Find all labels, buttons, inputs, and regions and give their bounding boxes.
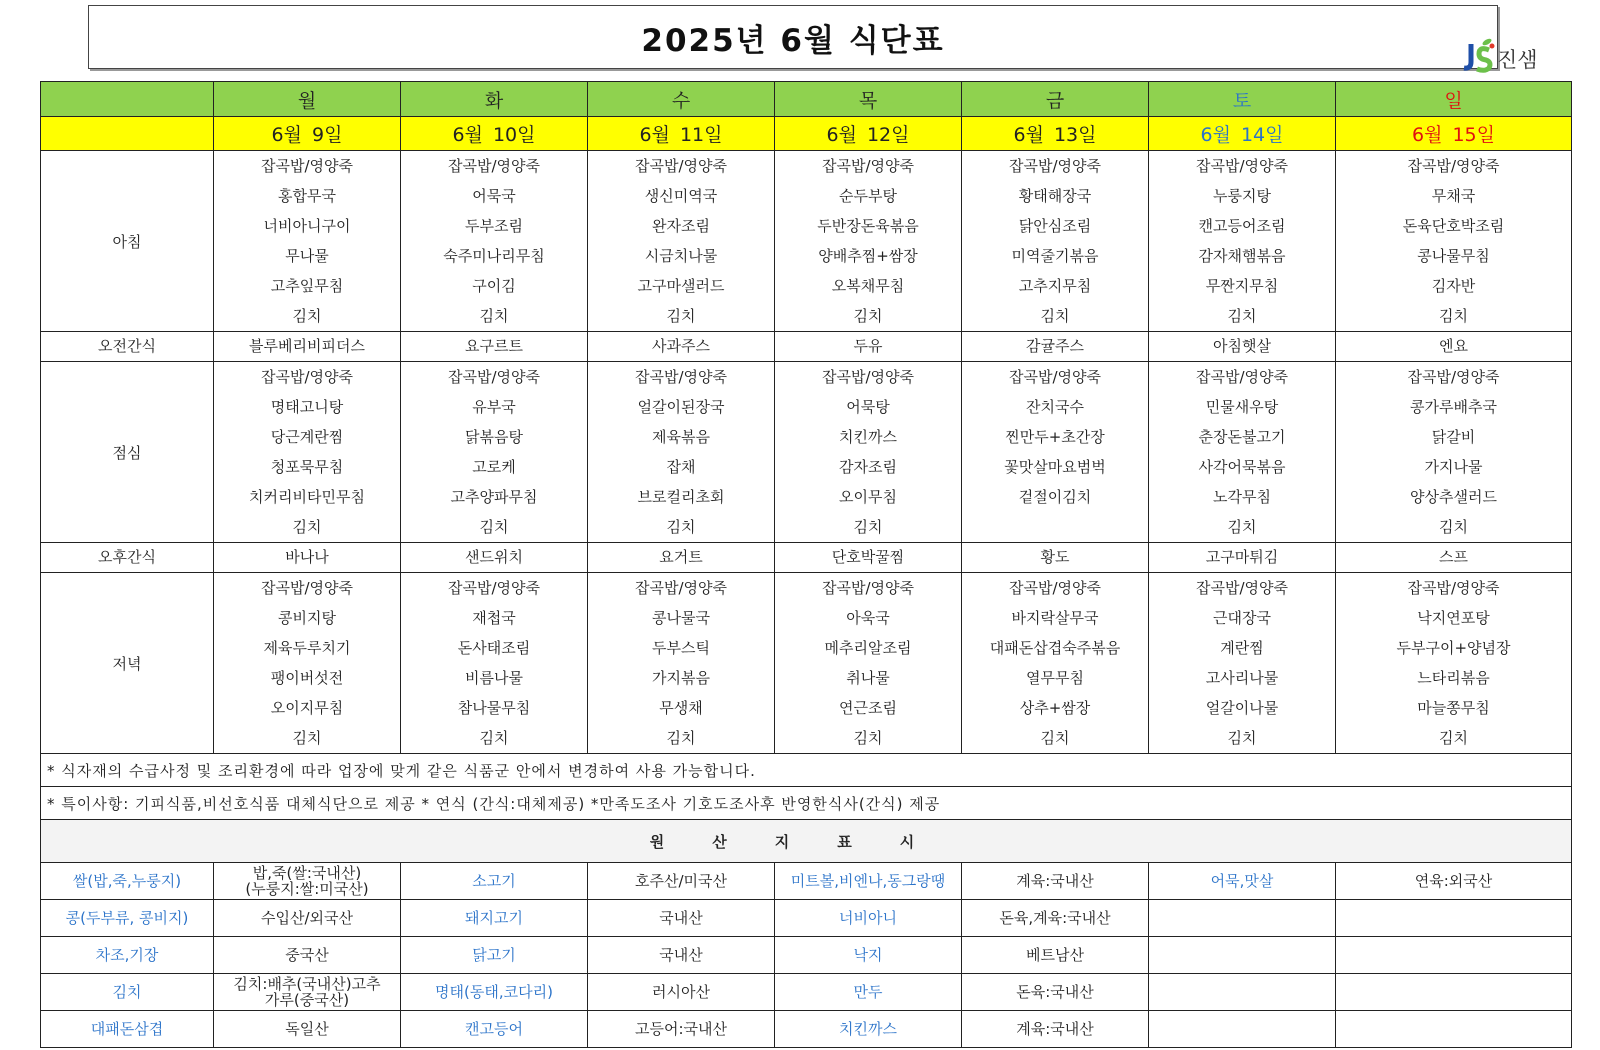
title-box <box>88 5 1498 69</box>
snack-item: 사과주스 <box>588 332 775 362</box>
menu-item: 잡곡밥/영양죽 <box>1407 157 1500 175</box>
origin-food: 너비아니 <box>775 900 962 937</box>
origin-country: 고등어:국내산 <box>588 1011 775 1048</box>
menu-item: 누룽지탕 <box>1213 187 1271 205</box>
menu-item: 잡곡밥/영양죽 <box>1009 157 1101 175</box>
menu-item: 팽이버섯전 <box>270 669 344 687</box>
snack-item: 요구르트 <box>401 332 588 362</box>
menu-item: 콩가루배추국 <box>1410 398 1497 416</box>
meal-cell <box>962 151 1149 332</box>
menu-table <box>40 81 1572 1048</box>
day-name-3: 수 <box>588 82 775 117</box>
menu-item: 얼갈이된장국 <box>637 398 725 416</box>
date-month: 6월 <box>1412 124 1443 146</box>
origin-country: 베트남산 <box>962 937 1149 974</box>
menu-item: 비름나물 <box>465 669 523 687</box>
meal-cell <box>1149 151 1336 332</box>
menu-item: 고추잎무침 <box>270 277 344 295</box>
menu-item: 무짠지무침 <box>1205 277 1279 295</box>
snack-item: 아침햇살 <box>1149 332 1336 362</box>
snack-item: 단호박꿀찜 <box>775 543 962 573</box>
menu-item: 김치 <box>1439 729 1468 747</box>
menu-item: 양상추샐러드 <box>1410 488 1497 506</box>
day-name-5: 금 <box>962 82 1149 117</box>
date-day: 15일 <box>1452 124 1495 146</box>
snack-item: 블루베리비피더스 <box>214 332 401 362</box>
menu-item: 김치 <box>1040 307 1070 325</box>
menu-item: 취나물 <box>846 669 890 687</box>
meal-cell <box>214 573 401 754</box>
date-month: 6월 <box>452 124 483 146</box>
page-title: 2025년 6월 식단표 <box>641 22 945 59</box>
menu-item: 청포묵무침 <box>270 458 344 476</box>
origin-row <box>41 937 1572 974</box>
day-header-row <box>41 82 1572 117</box>
menu-item: 잡곡밥/영양죽 <box>1009 368 1101 386</box>
logo-text: 진샘 <box>1497 48 1538 72</box>
menu-item: 콩나물국 <box>652 609 710 627</box>
date-day: 9일 <box>312 124 343 146</box>
menu-item: 김치 <box>666 729 696 747</box>
menu-item: 잡곡밥/영양죽 <box>822 579 914 597</box>
menu-item: 마늘쫑무침 <box>1417 699 1490 717</box>
meal-cell <box>1336 151 1572 332</box>
date-day: 11일 <box>679 124 723 146</box>
menu-item: 얼갈이나물 <box>1205 699 1279 717</box>
meal-label-breakfast: 아침 <box>41 151 214 332</box>
snack-label-pm_snack: 오후간식 <box>41 543 214 573</box>
origin-country: 계육:국내산 <box>962 863 1149 900</box>
date-row <box>41 117 1572 151</box>
menu-item: 김치 <box>853 729 883 747</box>
menu-item: 오이무침 <box>839 488 897 506</box>
menu-item: 사각어묵볶음 <box>1198 458 1286 476</box>
menu-item: 잡곡밥/영양죽 <box>635 157 727 175</box>
origin-row <box>41 1011 1572 1048</box>
origin-food: 미트볼,비엔나,동그랑땡 <box>775 863 962 900</box>
date-day: 10일 <box>492 124 536 146</box>
js-logo-icon <box>1457 36 1497 76</box>
menu-item: 계란찜 <box>1220 639 1264 657</box>
menu-item: 아욱국 <box>846 609 890 627</box>
snack-item: 바나나 <box>214 543 401 573</box>
menu-item: 김치 <box>479 729 509 747</box>
menu-item: 무채국 <box>1431 187 1476 205</box>
menu-item: 양배추찜+쌈장 <box>818 247 918 265</box>
menu-item: 오이지무침 <box>270 699 344 717</box>
origin-country: 중국산 <box>214 937 401 974</box>
date-month: 6월 <box>271 124 302 146</box>
origin-food: 만두 <box>775 974 962 1011</box>
meal-row-lunch <box>41 362 1572 543</box>
origin-country <box>1336 1011 1572 1048</box>
origin-food: 돼지고기 <box>401 900 588 937</box>
meal-cell <box>588 362 775 543</box>
origin-country: 국내산 <box>588 900 775 937</box>
menu-item: 꽃맛살마요범벅 <box>1004 458 1106 476</box>
menu-item: 김치 <box>853 518 883 536</box>
menu-item: 김치 <box>853 307 883 325</box>
meal-cell <box>214 362 401 543</box>
menu-item: 돈사태조림 <box>457 639 531 657</box>
note-2: * 특이사항: 기피식품,비선호식품 대체식단으로 제공 * 연식 (간식:대체제공) *만족도조사 기호도조사후 반영한식사(간식) 제공 <box>41 787 1572 820</box>
day-name-6: 토 <box>1149 82 1336 117</box>
date-month: 6월 <box>826 124 857 146</box>
menu-item: 상추+쌈장 <box>1019 699 1091 717</box>
menu-item: 근대장국 <box>1213 609 1271 627</box>
date-cell-6 <box>1149 117 1336 151</box>
origin-food: 김치 <box>41 974 214 1011</box>
menu-item: 겉절이김치 <box>1018 488 1092 506</box>
snack-item: 감귤주스 <box>962 332 1149 362</box>
meal-cell <box>401 573 588 754</box>
origin-food: 차조,기장 <box>41 937 214 974</box>
menu-item: 고추지무침 <box>1018 277 1092 295</box>
origin-food: 소고기 <box>401 863 588 900</box>
menu-item: 바지락살무국 <box>1011 609 1099 627</box>
menu-item: 고로케 <box>472 458 516 476</box>
menu-item: 잡채 <box>666 458 696 476</box>
menu-item: 황태해장국 <box>1018 187 1092 205</box>
menu-item: 치커리비타민무침 <box>249 488 365 506</box>
origin-food: 콩(두부류, 콩비지) <box>41 900 214 937</box>
note-row <box>41 754 1572 787</box>
meal-cell <box>1149 362 1336 543</box>
menu-item: 치킨까스 <box>839 428 897 446</box>
menu-item: 고사리나물 <box>1205 669 1279 687</box>
meal-cell <box>588 151 775 332</box>
menu-item: 김치 <box>479 307 509 325</box>
date-month: 6월 <box>1013 124 1044 146</box>
menu-item: 김치 <box>666 307 696 325</box>
menu-item: 춘장돈불고기 <box>1198 428 1286 446</box>
menu-item: 잡곡밥/영양죽 <box>448 368 540 386</box>
origin-food: 낙지 <box>775 937 962 974</box>
menu-item: 감자조림 <box>839 458 897 476</box>
date-day: 13일 <box>1053 124 1097 146</box>
date-month: 6월 <box>1200 124 1231 146</box>
menu-item: 숙주미나리무침 <box>443 247 545 265</box>
menu-item: 어묵국 <box>472 187 516 205</box>
origin-row <box>41 863 1572 900</box>
menu-item: 연근조림 <box>839 699 897 717</box>
menu-item: 김자반 <box>1431 277 1476 295</box>
menu-item: 낙지연포탕 <box>1417 609 1490 627</box>
snack-item: 스프 <box>1336 543 1572 573</box>
menu-item: 브로컬리초회 <box>637 488 725 506</box>
menu-item: 두부스틱 <box>652 639 710 657</box>
meal-label-lunch: 점심 <box>41 362 214 543</box>
menu-item: 김치 <box>1439 518 1468 536</box>
menu-item: 민물새우탕 <box>1205 398 1279 416</box>
menu-item: 제육볶음 <box>652 428 710 446</box>
note-1: * 식자재의 수급사정 및 조리환경에 따라 업장에 맞게 같은 식품군 안에서 변경하여 사용 가능합니다. <box>41 754 1572 787</box>
menu-item: 홍합무국 <box>278 187 336 205</box>
menu-item: 찐만두+초간장 <box>1005 428 1105 446</box>
meal-cell <box>1336 573 1572 754</box>
menu-item: 닭안심조림 <box>1018 217 1092 235</box>
menu-item: 완자조림 <box>652 217 710 235</box>
menu-item: 무생채 <box>659 699 703 717</box>
origin-food: 어묵,맛살 <box>1149 863 1336 900</box>
date-day: 12일 <box>866 124 910 146</box>
menu-item: 김치 <box>292 518 322 536</box>
day-name-1: 월 <box>214 82 401 117</box>
meal-label-dinner: 저녁 <box>41 573 214 754</box>
menu-item: 닭볶음탕 <box>465 428 523 446</box>
origin-food <box>1149 1011 1336 1048</box>
menu-item: 잡곡밥/영양죽 <box>261 368 353 386</box>
meal-cell <box>588 573 775 754</box>
date-cell-4 <box>775 117 962 151</box>
meal-row-dinner <box>41 573 1572 754</box>
meal-cell <box>214 151 401 332</box>
origin-title-row <box>41 820 1572 863</box>
menu-item: 생신미역국 <box>644 187 718 205</box>
menu-item: 콩비지탕 <box>278 609 336 627</box>
menu-item: 메추리알조림 <box>824 639 912 657</box>
origin-food: 대패돈삼겹 <box>41 1011 214 1048</box>
snack-item: 요거트 <box>588 543 775 573</box>
origin-food: 닭고기 <box>401 937 588 974</box>
brand-logo <box>1457 36 1567 76</box>
origin-food <box>1149 937 1336 974</box>
menu-item <box>962 512 1148 542</box>
origin-country: 연육:외국산 <box>1336 863 1572 900</box>
date-corner-cell <box>41 117 214 151</box>
menu-item: 두부구이+양념장 <box>1396 639 1511 657</box>
menu-item: 열무무침 <box>1026 669 1084 687</box>
meal-cell <box>1149 573 1336 754</box>
meal-row-breakfast <box>41 151 1572 332</box>
menu-item: 구이김 <box>472 277 516 295</box>
menu-item: 돈육단호박조림 <box>1402 217 1505 235</box>
menu-item: 김치 <box>292 729 322 747</box>
menu-item: 너비아니구이 <box>263 217 351 235</box>
date-cell-5 <box>962 117 1149 151</box>
menu-item: 김치 <box>1227 518 1257 536</box>
menu-item: 김치 <box>479 518 509 536</box>
menu-item: 잡곡밥/영양죽 <box>1009 579 1101 597</box>
menu-item: 콩나물무침 <box>1417 247 1490 265</box>
menu-item: 명태고니탕 <box>270 398 344 416</box>
menu-item: 잡곡밥/영양죽 <box>1407 368 1500 386</box>
snack-row-pm_snack <box>41 543 1572 573</box>
origin-country: 김치:배추(국내산)고추 가루(중국산) <box>214 974 401 1011</box>
menu-item: 잡곡밥/영양죽 <box>448 579 540 597</box>
menu-item: 김치 <box>292 307 322 325</box>
menu-item: 잡곡밥/영양죽 <box>635 368 727 386</box>
date-cell-7 <box>1336 117 1572 151</box>
origin-food: 치킨까스 <box>775 1011 962 1048</box>
snack-item: 엔요 <box>1336 332 1572 362</box>
menu-item: 참나물무침 <box>457 699 531 717</box>
menu-item: 제육두루치기 <box>263 639 351 657</box>
date-month: 6월 <box>639 124 670 146</box>
menu-item: 어묵탕 <box>846 398 890 416</box>
origin-food: 명태(동태,코다리) <box>401 974 588 1011</box>
menu-item: 노각무침 <box>1213 488 1271 506</box>
menu-item: 순두부탕 <box>839 187 897 205</box>
meal-cell <box>401 362 588 543</box>
menu-item: 캔고등어조림 <box>1198 217 1286 235</box>
menu-item: 미역줄기볶음 <box>1011 247 1099 265</box>
menu-item: 가지볶음 <box>652 669 710 687</box>
snack-label-am_snack: 오전간식 <box>41 332 214 362</box>
day-name-4: 목 <box>775 82 962 117</box>
menu-item: 오복채무침 <box>831 277 905 295</box>
menu-item: 고추양파무침 <box>450 488 538 506</box>
origin-country: 계육:국내산 <box>962 1011 1149 1048</box>
menu-item: 가지나물 <box>1424 458 1483 476</box>
snack-row-am_snack <box>41 332 1572 362</box>
menu-item: 재첩국 <box>472 609 516 627</box>
menu-item: 무나물 <box>285 247 329 265</box>
menu-item: 유부국 <box>472 398 516 416</box>
menu-item: 대패돈삽겹숙주볶음 <box>989 639 1121 657</box>
origin-row <box>41 974 1572 1011</box>
meal-cell <box>775 151 962 332</box>
origin-food: 쌀(밥,죽,누룽지) <box>41 863 214 900</box>
menu-item: 잡곡밥/영양죽 <box>1407 579 1500 597</box>
origin-country: 국내산 <box>588 937 775 974</box>
note-row <box>41 787 1572 820</box>
meal-cell <box>962 362 1149 543</box>
date-cell-2 <box>401 117 588 151</box>
menu-item: 닭갈비 <box>1431 428 1476 446</box>
snack-item: 두유 <box>775 332 962 362</box>
origin-country <box>1336 900 1572 937</box>
snack-item: 황도 <box>962 543 1149 573</box>
menu-item: 당근계란찜 <box>270 428 344 446</box>
menu-item: 잡곡밥/영양죽 <box>1196 579 1288 597</box>
date-cell-3 <box>588 117 775 151</box>
date-day: 14일 <box>1240 124 1284 146</box>
origin-country: 밥,죽(쌀:국내산) (누룽지:쌀:미국산) <box>214 863 401 900</box>
menu-item: 잡곡밥/영양죽 <box>261 579 353 597</box>
menu-item: 잡곡밥/영양죽 <box>448 157 540 175</box>
meal-cell <box>775 362 962 543</box>
menu-item: 잡곡밥/영양죽 <box>822 157 914 175</box>
day-name-7: 일 <box>1336 82 1572 117</box>
menu-item: 두반장돈육볶음 <box>817 217 919 235</box>
menu-item: 잡곡밥/영양죽 <box>822 368 914 386</box>
corner-cell <box>41 82 214 117</box>
menu-item: 잡곡밥/영양죽 <box>1196 368 1288 386</box>
date-cell-1 <box>214 117 401 151</box>
origin-food <box>1149 974 1336 1011</box>
menu-item: 잔치국수 <box>1026 398 1084 416</box>
origin-food: 캔고등어 <box>401 1011 588 1048</box>
meal-cell <box>1336 362 1572 543</box>
menu-item: 김치 <box>1227 729 1257 747</box>
origin-row <box>41 900 1572 937</box>
menu-item: 잡곡밥/영양죽 <box>635 579 727 597</box>
meal-cell <box>401 151 588 332</box>
origin-country <box>1336 974 1572 1011</box>
snack-item: 고구마튀김 <box>1149 543 1336 573</box>
origin-country: 러시아산 <box>588 974 775 1011</box>
menu-item: 김치 <box>1040 729 1070 747</box>
menu-item: 김치 <box>1227 307 1257 325</box>
origin-food <box>1149 900 1336 937</box>
menu-item: 김치 <box>1439 307 1468 325</box>
menu-item: 잡곡밥/영양죽 <box>261 157 353 175</box>
menu-item: 김치 <box>666 518 696 536</box>
origin-country <box>1336 937 1572 974</box>
origin-title: 원산지표시 <box>41 820 1572 863</box>
meal-cell <box>775 573 962 754</box>
meal-cell <box>962 573 1149 754</box>
menu-item: 고구마샐러드 <box>637 277 725 295</box>
menu-item: 잡곡밥/영양죽 <box>1196 157 1288 175</box>
origin-country: 돈육:국내산 <box>962 974 1149 1011</box>
origin-country: 호주산/미국산 <box>588 863 775 900</box>
origin-country: 돈육,계육:국내산 <box>962 900 1149 937</box>
menu-item: 두부조림 <box>465 217 523 235</box>
menu-item: 감자채햄볶음 <box>1198 247 1286 265</box>
snack-item: 샌드위치 <box>401 543 588 573</box>
day-name-2: 화 <box>401 82 588 117</box>
origin-country: 독일산 <box>214 1011 401 1048</box>
origin-country: 수입산/외국산 <box>214 900 401 937</box>
menu-item: 느타리볶음 <box>1417 669 1490 687</box>
menu-item: 시금치나물 <box>644 247 718 265</box>
